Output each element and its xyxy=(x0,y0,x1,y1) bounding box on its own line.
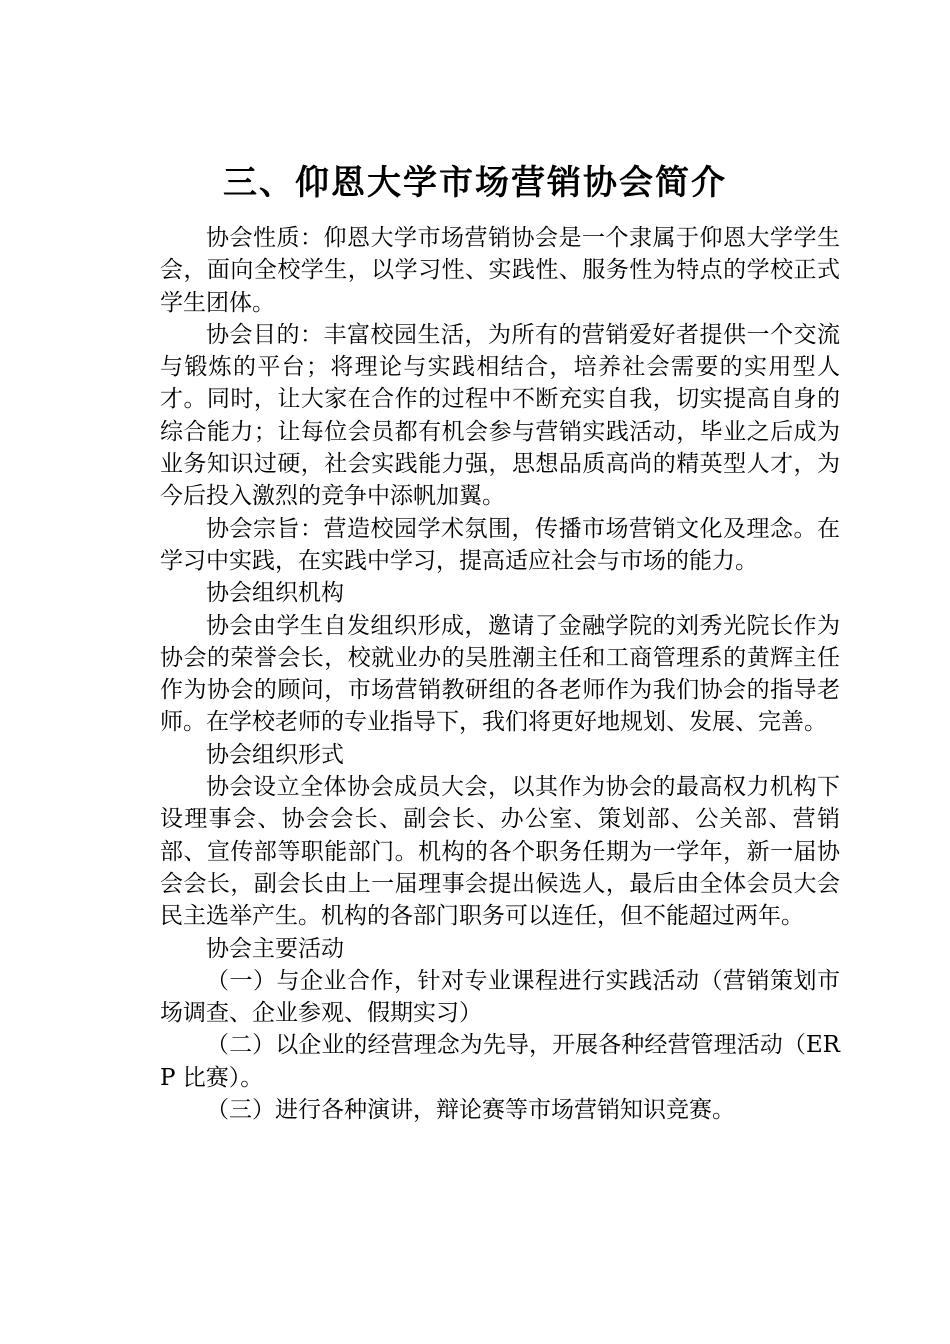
paragraph-purpose: 协会目的：丰富校园生活，为所有的营销爱好者提供一个交流与锻炼的平台；将理论与实践相结合，培养社会需要的实用型人才。同时，让大家在合作的过程中不断充实自我，切实提高自身的综合能力；让每位会员都有机会参与营销实践活动，毕业之后成为业务知识过硬，社会实践能力强，思想品质高尚的精英型人才，为今后投入激烈的竞争中添帆加翼。 xyxy=(160,321,840,510)
document-body xyxy=(160,222,840,1126)
heading-organization: 协会组织机构 xyxy=(206,580,344,607)
paragraph-nature: 协会性质：仰恩大学市场营销协会是一个隶属于仰恩大学学生会，面向全校学生，以学习性、实践性、服务性为特点的学校正式学生团体。 xyxy=(160,225,840,316)
heading-organization-form: 协会组织形式 xyxy=(206,741,344,768)
list-item: （二）以企业的经营理念为先导，开展各种经营管理活动（ERP 比赛）。 xyxy=(160,1032,840,1091)
paragraph-organization: 协会由学生自发组织形成，邀请了金融学院的刘秀光院长作为协会的荣誉会长，校就业办的吴胜潮主任和工商管理系的黄辉主任作为协会的顾问，市场营销教研组的各老师作为我们协会的指导老师。在学校老师的专业指导下，我们将更好地规划、发展、完善。 xyxy=(160,612,840,736)
list-item: （一）与企业合作，针对专业课程进行实践活动（营销策划市场调查、企业参观、假期实习） xyxy=(160,967,840,1027)
list-item: （三）进行各种演讲，辩论赛等市场营销知识竞赛。 xyxy=(206,1097,735,1124)
paragraph-organization-form: 协会设立全体协会成员大会，以其作为协会的最高权力机构下设理事会、协会会长、副会长、办公室、策划部、公关部、营销部、宣传部等职能部门。机构的各个职务任期为一学年，新一届协会会长，副会长由上一届理事会提出候选人，最后由全体会员大会民主选举产生。机构的各部门职务可以连任，但不能超过两年。 xyxy=(160,774,840,930)
heading-activities: 协会主要活动 xyxy=(206,935,344,962)
page-title: 三、仰恩大学市场营销协会简介 xyxy=(223,163,727,203)
paragraph-tenet: 协会宗旨：营造校园学术氛围，传播市场营销文化及理念。在学习中实践，在实践中学习，提高适应社会与市场的能力。 xyxy=(160,515,840,574)
